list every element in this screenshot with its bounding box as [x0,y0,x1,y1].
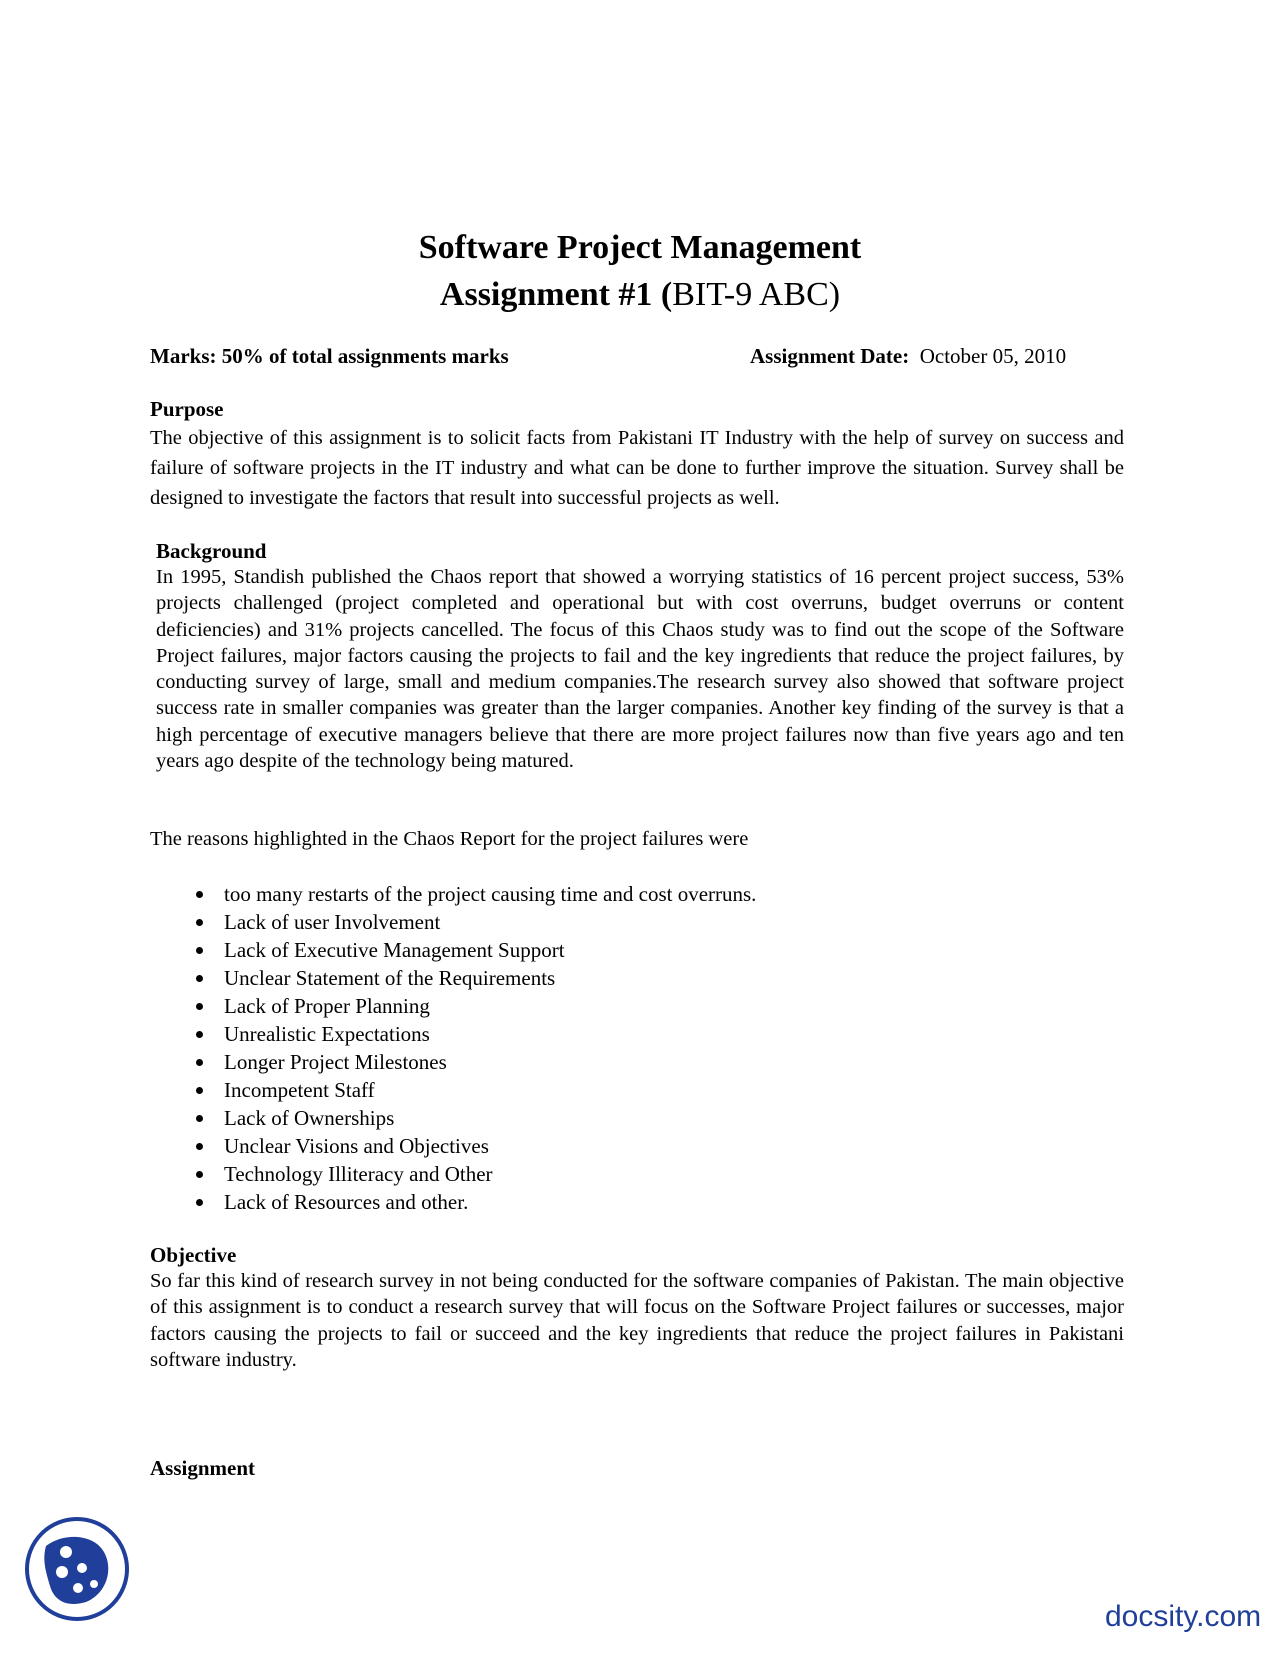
marks-info: Marks: 50% of total assignments marks [150,344,509,368]
docsity-logo-icon[interactable] [24,1516,130,1622]
list-item-text: Longer Project Milestones [224,1050,447,1074]
assignment-title [0,275,1280,315]
list-item [196,936,756,964]
reasons-list [196,880,756,1216]
bullet-icon [196,1143,203,1150]
list-item [196,1104,756,1132]
purpose-paragraph: The objective of this assignment is to solicit facts from Pakistani IT Industry with the help of survey on success and failure of software projects in the IT industry and what can be done to further improve the situation. Survey shall be designed to investigate the factors that result into successful projects as well. [150,427,1124,509]
bullet-icon [196,947,203,954]
bullet-icon [196,1199,203,1206]
bullet-icon [196,1087,203,1094]
bullet-icon [196,1115,203,1122]
list-item-text: too many restarts of the project causing time and cost overruns. [224,882,757,906]
list-item [196,1160,756,1188]
bullet-icon [196,975,203,982]
list-item-text: Lack of Resources and other. [224,1190,469,1214]
purpose-heading: Purpose [150,397,224,421]
assignment-date-label: Assignment Date: [750,344,910,368]
list-item-text: Unrealistic Expectations [224,1022,430,1046]
document-title: Software Project Management [418,229,862,266]
bullet-icon [196,1171,203,1178]
list-item-text: Lack of Executive Management Support [224,938,565,962]
objective-heading: Objective [150,1243,237,1267]
list-item [196,880,756,908]
list-item [196,1048,756,1076]
assignment-heading: Assignment [150,1456,256,1480]
list-item [196,1188,756,1216]
list-item-text: Technology Illiteracy and Other [224,1162,493,1186]
bullet-icon [196,1031,203,1038]
list-item [196,1076,756,1104]
background-paragraph: In 1995, Standish published the Chaos report that showed a worrying statistics of 16 percent project success, 53% projects challenged (project completed and operational but with cost overruns, budget overruns or content deficiencies) and 31% projects cancelled. The focus of this Chaos study was to find out the scope of the Software Project failures, major factors causing the projects to fail and the key ingredients that reduce the project failures, by conducting survey of large, small and medium companies.The research survey also showed that software project success rate in smaller companies was greater than the larger companies. Another key finding of the survey is that a high percentage of executive managers believe that there are more project failures now than five years ago and ten years ago despite of the technology being matured. [156,566,1124,773]
reasons-intro: The reasons highlighted in the Chaos Report for the project failures were [150,828,749,850]
assignment-title-class: BIT-9 ABC) [672,276,841,313]
bullet-icon [196,1059,203,1066]
bullet-icon [196,891,203,898]
list-item [196,964,756,992]
list-item [196,908,756,936]
list-item [196,1020,756,1048]
assignment-date-value: October 05, 2010 [919,344,1067,368]
background-heading: Background [156,539,267,563]
list-item-text: Lack of Proper Planning [224,994,430,1018]
bullet-icon [196,919,203,926]
list-item-text: Lack of user Involvement [224,910,441,934]
bullet-icon [196,1003,203,1010]
list-item-text: Unclear Visions and Objectives [224,1134,489,1158]
list-item [196,1132,756,1160]
brand-link[interactable]: docsity.com [1105,1600,1262,1633]
objective-paragraph: So far this kind of research survey in not being conducted for the software companies of Pakistan. The main objective of this assignment is to conduct a research survey that will focus on the Software Project failures or successes, major factors causing the projects to fail or succeed and the key ingredients that reduce the project failures in Pakistani software industry. [150,1270,1124,1371]
list-item [196,992,756,1020]
list-item-text: Unclear Statement of the Requirements [224,966,556,990]
assignment-date [750,344,1066,369]
list-item-text: Lack of Ownerships [224,1106,395,1130]
list-item-text: Incompetent Staff [224,1078,375,1102]
assignment-title-bold: Assignment #1 ( [439,276,673,313]
